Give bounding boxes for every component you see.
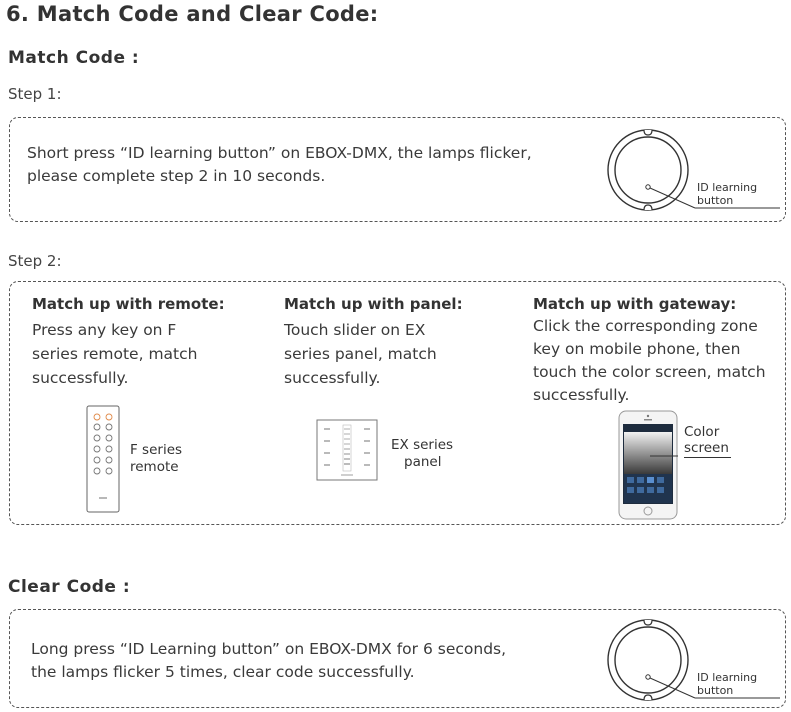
color-screen-label-line1: Color <box>684 424 720 440</box>
remote-label-line2: remote <box>130 459 179 475</box>
remote-label-line1: F series <box>130 442 183 458</box>
remote-text-line3: successfully. <box>32 369 129 387</box>
panel-title: Match up with panel: <box>284 295 463 313</box>
panel-text-line2: series panel, match <box>284 345 437 363</box>
clear-id-learning-label-line1: ID learning <box>697 671 758 684</box>
clear-code-title: Clear Code : <box>8 577 131 597</box>
remote-icon <box>86 405 120 513</box>
step1-text-line1: Short press “ID learning button” on EBOX-DMX, the lamps flicker, <box>27 144 532 162</box>
page-title: 6. Match Code and Clear Code: <box>6 2 379 26</box>
clear-text-line1: Long press “ID Learning button” on EBOX-DMX for 6 seconds, <box>31 640 507 658</box>
mobile-phone-icon <box>618 410 678 520</box>
panel-text-line3: successfully. <box>284 369 381 387</box>
step1-label: Step 1: <box>8 85 62 103</box>
gateway-text-line2: key on mobile phone, then <box>533 340 741 358</box>
remote-title: Match up with remote: <box>32 295 225 313</box>
gateway-text-line3: touch the color screen, match <box>533 363 766 381</box>
clear-id-learning-label-line2: button <box>697 684 734 697</box>
ebox-dmx-device-illustration <box>605 128 785 213</box>
gateway-text-line4: successfully. <box>533 386 630 404</box>
panel-label-line2: panel <box>404 454 442 470</box>
step1-text-line2: please complete step 2 in 10 seconds. <box>27 167 326 185</box>
gateway-text-line1: Click the corresponding zone <box>533 317 758 335</box>
panel-label-line1: EX series <box>391 437 454 453</box>
remote-text-line2: series remote, match <box>32 345 198 363</box>
ebox-dmx-device-illustration-2 <box>605 618 785 703</box>
color-screen-label-line2: screen <box>684 440 729 456</box>
match-code-title: Match Code : <box>8 48 140 68</box>
panel-text-line1: Touch slider on EX <box>284 321 426 339</box>
ex-series-panel-icon <box>316 419 378 481</box>
id-learning-label-line1: ID learning <box>697 181 758 194</box>
remote-text-line1: Press any key on F <box>32 321 177 339</box>
clear-text-line2: the lamps flicker 5 times, clear code successfully. <box>31 663 415 681</box>
gateway-title: Match up with gateway: <box>533 295 737 313</box>
id-learning-label-line2: button <box>697 194 734 207</box>
step2-label: Step 2: <box>8 252 62 270</box>
